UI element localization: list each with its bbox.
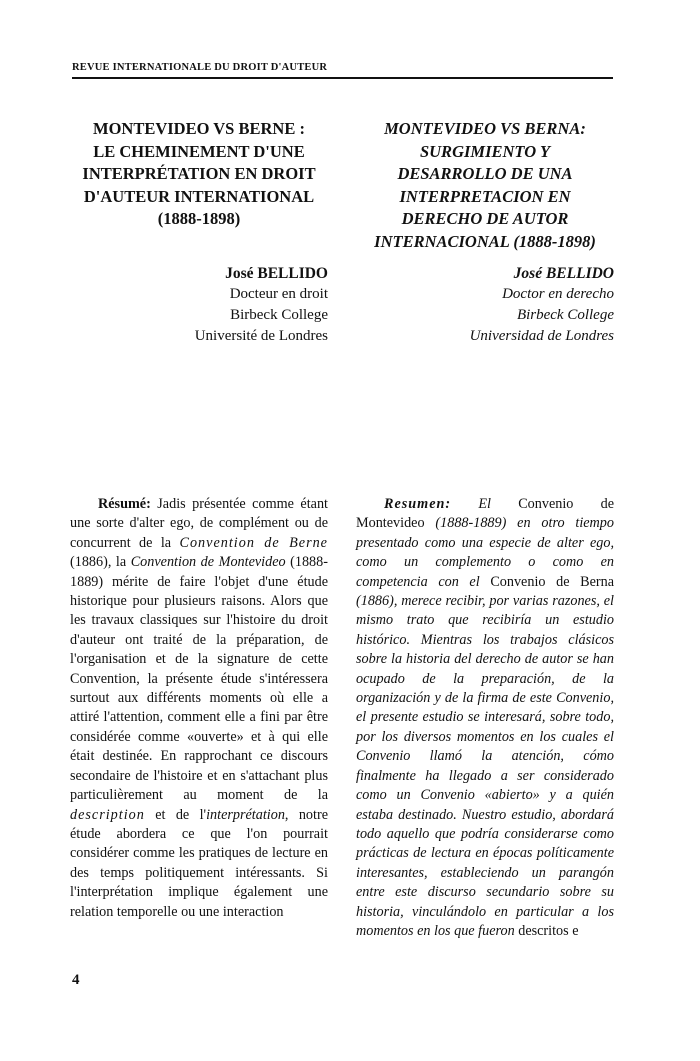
title-es-line: INTERNACIONAL (1888-1898) (374, 231, 596, 251)
affiliation-es-college: Birbeck College (516, 307, 614, 323)
affiliation-fr-university: Université de Londres (194, 328, 328, 344)
abstract-es-text: (1886), merece recibir, por varias razones, el mismo trato que recibiría un estudio histórico. Mientras los trabajos clásicos sobre la historia del derecho de autor se han ocupado de la preparación, de la organización y de la firma de este Convenio, el presente estudio se interesará, sobre todo, por los diversos momentos en los cuales el Convenio llamó la atención, cómo finalmente ha llegado a ser considerado como un Convenio «abierto» y a quién estaba destinado. Nuestro estudio, abordará todo aquello que podría considerarse como prácticas de lectura en épocas políticamente interesantes, estableciendo un parangón entre este discurso secundario sobre su historia, vinculándolo en particular a los momentos en los que fueron (356, 593, 614, 939)
author-block-es (356, 263, 614, 347)
title-fr-line: LE CHEMINEMENT D'UNE (93, 141, 305, 161)
title-es-heading (356, 118, 614, 253)
title-fr-heading (70, 118, 328, 231)
title-es-line: DESARROLLO DE UNA (397, 164, 573, 183)
author-block-fr (70, 263, 328, 347)
page-number: 4 (72, 972, 80, 988)
abstract-fr-emphasis: Convention de Montevideo (130, 554, 286, 571)
abstract-fr-paragraph (70, 495, 328, 922)
abstract-fr-text: (1886), la (70, 554, 131, 571)
abstract-es (356, 495, 614, 941)
abstract-es-upright: descritos e (518, 922, 579, 939)
title-es-line: MONTEVIDEO VS BERNA: (384, 119, 586, 138)
abstract-es-text: (1888-1889) en otro tiempo presentado como una especie de alter ego, como un complemento o como en competencia con el (356, 515, 614, 590)
abstract-fr (70, 495, 328, 922)
title-fr-line: MONTEVIDEO VS BERNE : (93, 119, 305, 138)
abstract-fr-emphasis: description (70, 806, 145, 823)
affiliation-fr-college: Birbeck College (230, 307, 328, 323)
title-es-line: INTERPRETACION EN (399, 186, 571, 206)
author-name-fr: José BELLIDO (225, 265, 328, 282)
abstract-fr-text: (1888-1889) mérite de faire l'objet d'une étude historique pour plusieurs raisons. Alors que les travaux classiques sur l'histoire du droit d'auteur ont traité de la préparation, de l'organisation et de la signature de cette Convention, la présente étude s'intéressera surtout aux différents moments où elle a attiré l'attention, comment elle a fini par être considérée comme «ouverte» et à qui elle était destinée. En rapprochant ce discours secondaire de l'histoire et en s'attachant plus particulièrement au moment de la (70, 554, 328, 804)
title-es (356, 118, 614, 253)
affiliation-es-university: Universidad de Londres (469, 328, 614, 344)
title-es-line: DERECHO DE AUTOR (401, 209, 569, 228)
abstract-fr-emphasis: Convention de Berne (179, 534, 328, 551)
abstract-es-upright: Convenio de Berna (490, 573, 615, 590)
title-fr-line: D'AUTEUR INTERNATIONAL (83, 186, 315, 206)
title-fr (70, 118, 328, 231)
author-name-es: José BELLIDO (513, 265, 614, 282)
affiliation-es-degree: Doctor en derecho (502, 286, 614, 302)
abstract-es-label: Resumen: (384, 496, 452, 512)
title-es-line: SURGIMIENTO Y (419, 141, 551, 161)
abstract-es-text: El (451, 496, 519, 512)
abstract-fr-text: Jadis présentée comme étant une sorte d'alter ego, de complément ou de concurrent de la (70, 496, 328, 551)
abstract-es-upright: Convenio de Montevideo (356, 496, 614, 532)
affiliation-fr-degree: Docteur en droit (229, 286, 328, 302)
abstract-fr-label: Résumé: (98, 496, 151, 512)
abstract-fr-emphasis: interprétation (206, 806, 285, 823)
header-rule (72, 77, 613, 79)
abstract-fr-text: , notre étude abordera ce que l'on pourrait considérer comme les pratiques de lecture en des temps politiquement intéressants. Si l'interprétation implique également une relation temporelle ou une interaction (70, 806, 328, 920)
title-fr-line: (1888-1898) (157, 209, 241, 228)
abstract-es-paragraph (356, 495, 614, 941)
abstract-fr-text: et de l' (144, 806, 207, 823)
running-head: REVUE INTERNATIONALE DU DROIT D'AUTEUR (72, 62, 328, 73)
title-fr-line: INTERPRÉTATION EN DROIT (82, 164, 316, 183)
